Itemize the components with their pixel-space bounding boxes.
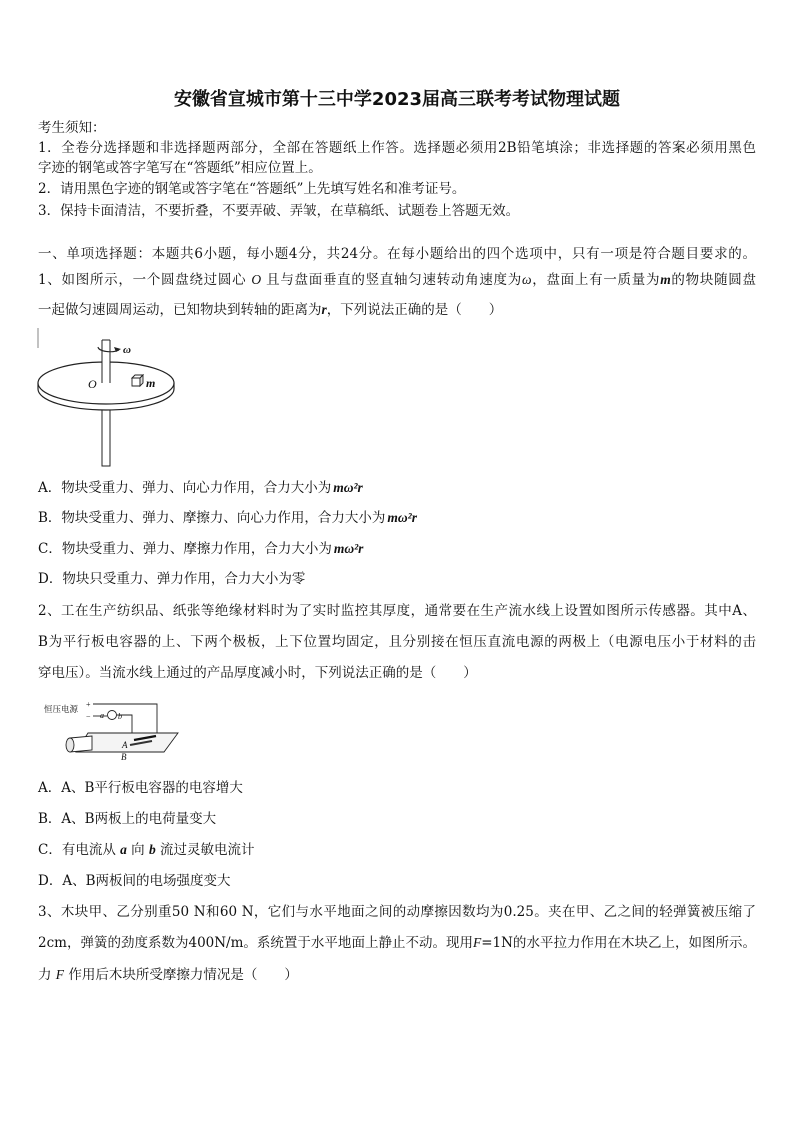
q1-var-m: m: [660, 272, 671, 287]
figure-rotating-disk: [36, 326, 182, 468]
option-text: A、B两板间的电场强度变大: [62, 873, 231, 889]
figure-mass-label: m: [146, 376, 156, 390]
q1-option-a: [38, 478, 756, 498]
q3-text: 作用后木块所受摩擦力情况是（ ）: [64, 967, 298, 983]
q1-option-b: [38, 508, 756, 528]
q3-text: 力: [38, 967, 56, 983]
q1-text: 1、如图所示，一个圆盘绕过圆心: [38, 272, 252, 288]
option-text: 向: [126, 842, 149, 858]
option-text: A、B两板上的电荷量变大: [61, 811, 217, 827]
q2-option-c: [38, 840, 756, 860]
option-label: B．: [38, 510, 62, 526]
q3-text: 2cm，弹簧的劲度系数为400N/m。系统置于水平地面上静止不动。现用: [38, 935, 473, 951]
q1-stem-line2: [38, 300, 756, 320]
option-formula: mω²r: [333, 480, 363, 495]
q1-text: 的物块随圆盘: [670, 272, 757, 288]
option-label: A．: [38, 780, 62, 796]
q2-option-b: [38, 809, 756, 829]
q2-option-d: [38, 871, 756, 891]
option-text: A、B平行板电容器的电容增大: [61, 780, 243, 796]
option-var-b: b: [148, 842, 156, 857]
option-text: 物块受重力、弹力、摩擦力作用，合力大小为: [61, 541, 332, 557]
option-text: 物块受重力、弹力、摩擦力、向心力作用，合力大小为: [61, 510, 386, 526]
option-label: D．: [38, 873, 63, 889]
q2-option-a: [38, 778, 756, 798]
q2-stem-line2: B为平行板电容器的上、下两个极板，上下位置均固定，且分别接在恒压直流电源的两极上（电源电压小于材料的击: [38, 634, 756, 650]
notice-item-2: 2．请用黑色字迹的钢笔或答字笔在“答题纸”上先填写姓名和准考证号。: [38, 181, 466, 197]
option-label: B．: [38, 811, 62, 827]
option-label: C．: [38, 541, 62, 557]
q1-text: ，下列说法正确的是（ ）: [326, 302, 503, 318]
q1-option-d: [38, 569, 756, 589]
q1-option-c: [38, 539, 756, 559]
notice-item-1a: 1．全卷分选择题和非选择题两部分，全部在答题纸上作答。选择题必须用2B铅笔填涂；非选择题的答案必须用黑色: [38, 140, 756, 156]
figure-center-label: O: [88, 377, 97, 391]
figure-terminal-a: a: [100, 711, 104, 720]
option-var-a: a: [120, 842, 127, 857]
q1-var-omega: ω: [521, 272, 532, 287]
figure-minus-label: −: [86, 712, 91, 721]
figure-omega-label: ω: [123, 344, 131, 356]
section-heading: 一、单项选择题：本题共6小题，每小题4分，共24分。在每小题给出的四个选项中，只有一项是符合题目要求的。: [38, 246, 756, 262]
notice-item-1b: 字迹的钢笔或答字笔写在“答题纸”相应位置上。: [38, 160, 322, 176]
option-formula: mω²r: [333, 541, 364, 556]
option-formula: mω²r: [387, 510, 417, 525]
option-label: D．: [38, 571, 63, 587]
q3-var-f: F: [55, 967, 65, 982]
figure-capacitor-sensor: [40, 698, 190, 768]
q2-stem-line1: 2、工在生产纺织品、纸张等绝缘材料时为了实时监控其厚度，通常要在生产流水线上设置如图所示传感器。其中A、: [38, 603, 756, 619]
page-title: 安徽省宣城市第十三中学2023届高三联考考试物理试题: [173, 89, 621, 110]
option-label: A．: [38, 480, 62, 496]
option-text: 物块只受重力、弹力作用，合力大小为零: [62, 571, 306, 587]
q3-stem-line3: [38, 965, 756, 985]
q1-text: 一起做匀速圆周运动，已知物块到转轴的距离为: [38, 302, 322, 318]
figure-terminal-b: b: [118, 712, 122, 721]
option-text: 物块受重力、弹力、向心力作用，合力大小为: [61, 480, 332, 496]
option-text: 有电流从: [61, 842, 121, 858]
q1-text: 且与盘面垂直的竖直轴匀速转动角速度为: [261, 272, 522, 288]
q3-stem-line2: [38, 933, 756, 953]
q1-var-o: O: [251, 272, 262, 287]
q1-stem-line1: [38, 270, 756, 290]
figure-plate-b: B: [121, 752, 127, 762]
option-text: 流过灵敏电流计: [155, 842, 255, 858]
figure-source-label: 恒压电源: [44, 704, 79, 714]
q3-stem-line1: 3、木块甲、乙分别重50 N和60 N，它们与水平地面之间的动摩擦因数均为0.25。夹在甲、乙之间的轻弹簧被压缩了: [38, 904, 756, 920]
figure-plus-label: +: [86, 700, 91, 709]
notice-item-3: 3．保持卡面清洁，不要折叠，不要弄破、弄皱，在草稿纸、试题卷上答题无效。: [38, 203, 520, 219]
q3-var-f: F: [472, 935, 482, 950]
q1-var-r: r: [321, 302, 327, 317]
notice-heading: 考生须知：: [38, 120, 106, 136]
q3-text: =1N的水平拉力作用在木块乙上，如图所示。: [481, 935, 756, 951]
q2-stem-line3: 穿电压）。当流水线上通过的产品厚度减小时，下列说法正确的是（ ）: [38, 665, 477, 681]
figure-plate-a: A: [122, 740, 128, 750]
q1-text: ，盘面上有一质量为: [531, 272, 661, 288]
option-label: C．: [38, 842, 62, 858]
